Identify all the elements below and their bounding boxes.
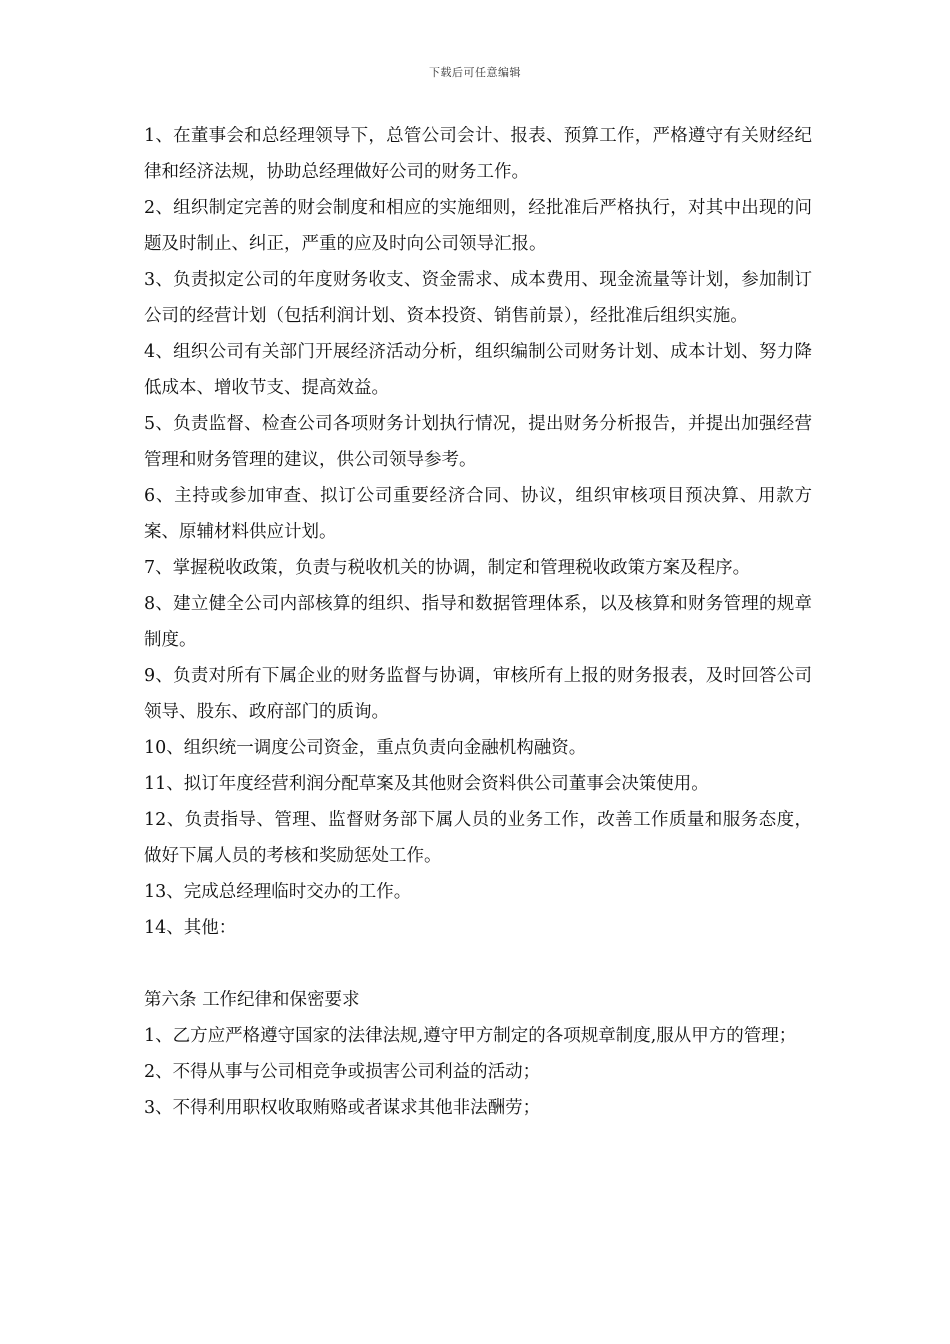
rule-item-1: 1、乙方应严格遵守国家的法律法规,遵守甲方制定的各项规章制度,服从甲方的管理； [144,1026,797,1046]
section-spacer [144,946,812,982]
rule-item-3: 3、不得利用职权收取贿赂或者谋求其他非法酬劳； [144,1098,541,1118]
header-note: 下载后可任意编辑 [429,66,521,79]
duty-item-6: 6、主持或参加审查、拟订公司重要经济合同、协议，组织审核项目预决算、用款方案、原辅材料供应计划。 [144,486,812,542]
duty-item-4: 4、组织公司有关部门开展经济活动分析，组织编制公司财务计划、成本计划、努力降低成本、增收节支、提高效益。 [144,342,812,398]
duty-item-2: 2、组织制定完善的财会制度和相应的实施细则，经批准后严格执行，对其中出现的问题及时制止、纠正，严重的应及时向公司领导汇报。 [144,198,812,254]
duty-item-13: 13、完成总经理临时交办的工作。 [144,882,412,902]
duty-item-12: 12、负责指导、管理、监督财务部下属人员的业务工作，改善工作质量和服务态度，做好下属人员的考核和奖励惩处工作。 [144,810,812,866]
rule-item-2: 2、不得从事与公司相竞争或损害公司利益的活动； [144,1062,541,1082]
duty-item-3: 3、负责拟定公司的年度财务收支、资金需求、成本费用、现金流量等计划，参加制订公司的经营计划（包括利润计划、资本投资、销售前景），经批准后组织实施。 [144,270,812,326]
duty-item-1: 1、在董事会和总经理领导下，总管公司会计、报表、预算工作，严格遵守有关财经纪律和经济法规，协助总经理做好公司的财务工作。 [144,126,812,182]
duty-item-14: 14、其他： [144,918,237,938]
duty-item-9: 9、负责对所有下属企业的财务监督与协调，审核所有上报的财务报表，及时回答公司领导、股东、政府部门的质询。 [144,666,812,722]
section-title: 第六条 工作纪律和保密要求 [144,990,360,1010]
duty-item-5: 5、负责监督、检查公司各项财务计划执行情况，提出财务分析报告，并提出加强经营管理和财务管理的建议，供公司领导参考。 [144,414,812,470]
duty-item-11: 11、拟订年度经营利润分配草案及其他财会资料供公司董事会决策使用。 [144,774,709,794]
document-body [144,118,812,1126]
duty-item-7: 7、掌握税收政策，负责与税收机关的协调，制定和管理税收政策方案及程序。 [144,558,751,578]
duty-item-10: 10、组织统一调度公司资金，重点负责向金融机构融资。 [144,738,587,758]
duty-item-8: 8、建立健全公司内部核算的组织、指导和数据管理体系，以及核算和财务管理的规章制度。 [144,594,812,650]
